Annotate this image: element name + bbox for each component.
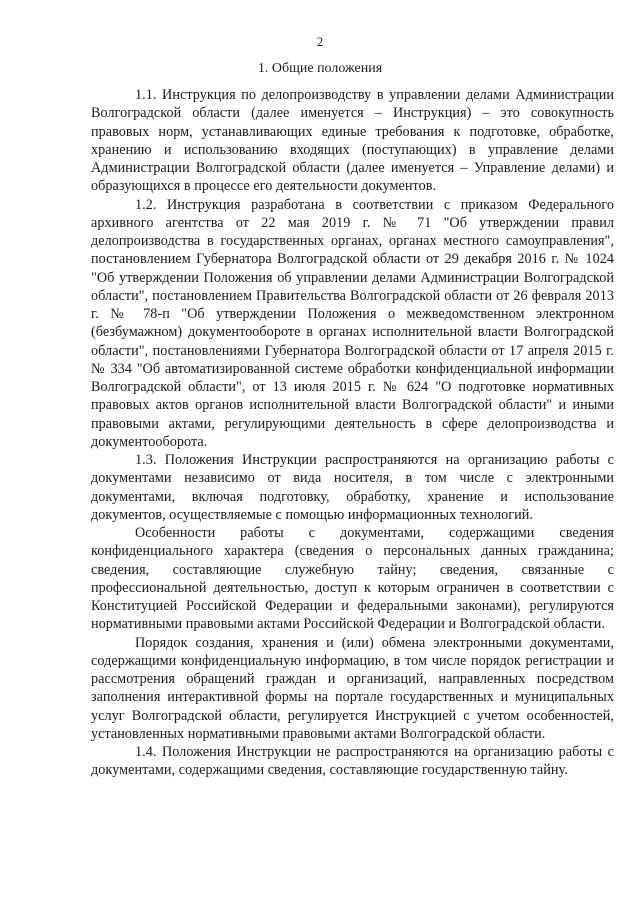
paragraph-1-3: 1.3. Положения Инструкции распространяются на организацию работы с документами независимо от вида носителя, в том числе с электронными документами, включая подготовку, обработку, хранение и использование документов, осуществляемые с помощью информационных технологий.: [91, 452, 614, 523]
paragraph-confidential-info: Особенности работы с документами, содержащими сведения конфиденциального характера (сведения о персональных данных гражданина; сведения, составляющие служебную тайну; сведения, связанные с профессиональной деятельностью, доступ к которым ограничен в соответствии с Конституцией Российской Федерации и федеральными законами), регулируются нормативными правовыми актами Российской Федерации и Волгоградской области.: [91, 525, 614, 633]
document-body: [91, 86, 614, 780]
page-number: 2: [316, 34, 324, 49]
paragraph-electronic-docs-order: Порядок создания, хранения и (или) обмена электронными документами, содержащими конфиденциальную информацию, в том числе порядок регистрации и рассмотрения обращений граждан и организаций, направленных посредством заполнения интерактивной формы на портале государственных и муниципальных услуг Волгоградской области, регулируется Инструкцией с учетом особенностей, установленных нормативными правовыми актами Волгоградской области.: [91, 634, 614, 742]
paragraph-1-2: 1.2. Инструкция разработана в соответствии с приказом Федерального архивного агентства от 22 мая 2019 г. № 71 "Об утверждении правил делопроизводства в государственных органах, органах местного самоуправления", постановлением Губернатора Волгоградской области от 29 декабря 2016 г. № 1024 "Об утверждении Положения об управлении делами Администрации Волгоградской области", постановлением Правительства Волгоградской области от 26 февраля 2013 г. № 78-п "Об утверждении Положения о межведомственном электронном (безбумажном) документообороте в органах исполнительной власти Волгоградской области", постановлениями Губернатора Волгоградской области от 17 апреля 2015 г. № 334 "Об автоматизированной системе обработки конфиденциальной информации Волгоградской области", от 13 июля 2015 г. № 624 "О подготовке нормативных правовых актов органов исполнительной власти Волгоградской области" и иными правовыми актами, регулирующими деятельность в сфере делопроизводства и документооборота.: [91, 196, 614, 450]
paragraph-1-4: 1.4. Положения Инструкции не распространяются на организацию работы с документами, содержащими сведения, составляющие государственную тайну.: [91, 744, 614, 779]
section-title: 1. Общие положения: [257, 61, 383, 76]
paragraph-1-1: 1.1. Инструкция по делопроизводству в управлении делами Администрации Волгоградской области (далее именуется – Инструкция) – это совокупность правовых норм, устанавливающих единые требования к подготовке, обработке, хранению и использованию входящих (поступающих) в управление делами Администрации Волгоградской области (далее именуется – Управление делами) и образующихся в процессе его деятельности документов.: [91, 87, 614, 195]
